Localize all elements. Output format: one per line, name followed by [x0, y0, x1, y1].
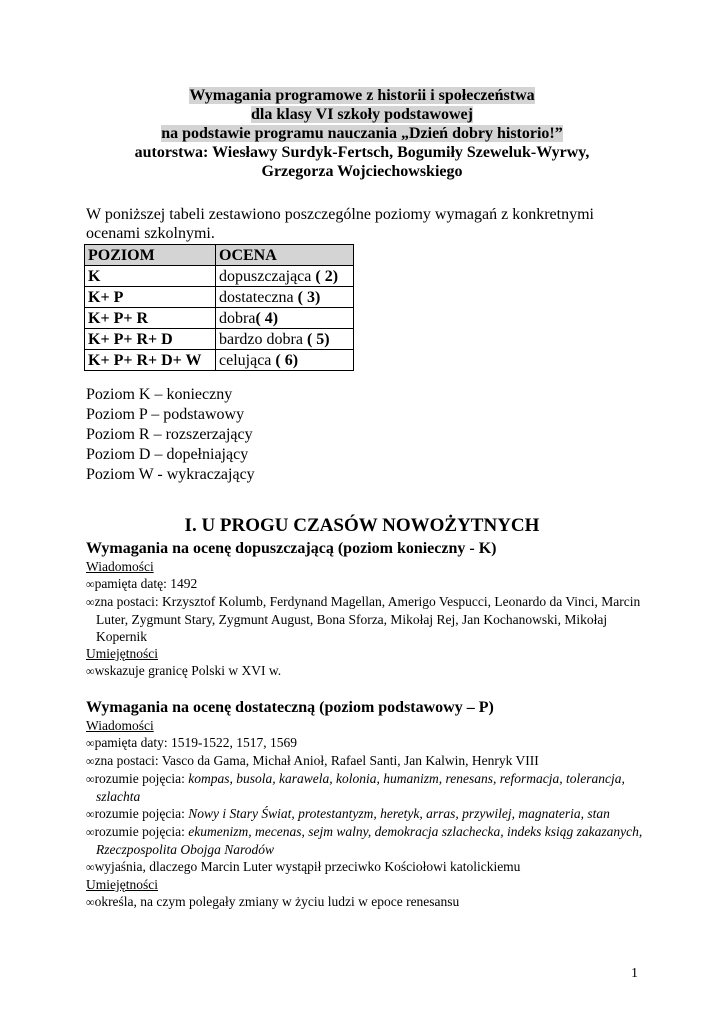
table-header-row — [85, 245, 354, 266]
item-text: wskazuje granicę Polski w XVI w. — [94, 663, 282, 678]
level-w: Poziom W - wykraczający — [86, 466, 255, 483]
section-title: I. U PROGU CZASÓW NOWOŻYTNYCH — [184, 515, 540, 536]
document-header — [0, 86, 724, 181]
requirements-p-title: Wymagania na ocenę dostateczną (poziom podstawowy – P) — [86, 699, 494, 716]
table-cell-level: K+ P+ R+ D+ W — [85, 350, 216, 371]
list-item — [86, 770, 646, 805]
grade-name: celująca — [219, 351, 272, 369]
header-line-1: Wymagania programowe z historii i społeczeństwa — [189, 87, 535, 104]
table-row — [85, 287, 354, 308]
item-text: zna postaci: Vasco da Gama, Michał Anioł, Rafael Santi, Jan Kalwin, Henryk VIII — [94, 753, 539, 768]
requirements-k-title: Wymagania na ocenę dopuszczającą (poziom konieczny - K) — [86, 540, 497, 557]
infinity-bullet-icon: ∞ — [86, 736, 95, 750]
table-row — [85, 350, 354, 371]
intro-text: W poniższej tabeli zestawiono poszczególne poziomy wymagań z konkretnymi ocenami szkolnymi. — [86, 206, 594, 242]
infinity-bullet-icon: ∞ — [86, 895, 95, 909]
infinity-bullet-icon: ∞ — [86, 772, 95, 786]
item-text: określa, na czym polegały zmiany w życiu ludzi w epoce renesansu — [94, 894, 460, 909]
grade-name: dobra — [219, 309, 256, 327]
table-row — [85, 308, 354, 329]
header-line-2: dla klasy VI szkoły podstawowej — [251, 106, 473, 123]
level-p: Poziom P – podstawowy — [86, 406, 245, 423]
list-item — [86, 575, 646, 593]
item-text: rozumie pojęcia: — [94, 806, 189, 821]
table-cell-level: K+ P+ R — [85, 308, 216, 329]
list-item — [86, 662, 646, 680]
level-k: Poziom K – konieczny — [86, 386, 233, 403]
grade-number: ( 3) — [297, 288, 321, 306]
requirements-p — [86, 698, 646, 911]
list-item — [86, 593, 646, 645]
item-terms: ekumenizm, mecenas, sejm walny, demokracja szlachecka, indeks ksiąg zakazanych, Rzeczpospolita Obojga Narodów — [96, 824, 643, 857]
item-text: zna postaci: Krzysztof Kolumb, Ferdynand Magellan, Amerigo Vespucci, Leonardo da Vinci, Marcin Luter, Zygmunt Stary, Zygmunt August, Bona Sforza, Mikołaj Rej, Jan Kochanowski, Mikołaj Kopernik — [94, 594, 641, 644]
item-text: rozumie pojęcia: — [94, 771, 189, 786]
levels-legend — [86, 385, 255, 485]
requirements-k — [86, 539, 646, 680]
table-cell-level: K — [85, 266, 216, 287]
level-d: Poziom D – dopełniający — [86, 446, 249, 463]
infinity-bullet-icon: ∞ — [86, 577, 95, 591]
table-cell-grade — [216, 287, 354, 308]
header-line-5: Grzegorza Wojciechowskiego — [261, 163, 463, 180]
grade-name: bardzo dobra — [219, 330, 303, 348]
skills-heading: Umiejętności — [86, 877, 158, 892]
level-r: Poziom R – rozszerzający — [86, 426, 253, 443]
list-item — [86, 805, 646, 823]
grade-name: dopuszczająca — [219, 267, 312, 285]
item-terms: Nowy i Stary Świat, protestantyzm, heretyk, arras, przywilej, magnateria, stan — [188, 806, 610, 821]
infinity-bullet-icon: ∞ — [86, 860, 95, 874]
table-header-level: POZIOM — [85, 245, 216, 266]
levels-grades-table — [84, 244, 354, 371]
item-terms: kompas, busola, karawela, kolonia, humanizm, renesans, reformacja, tolerancja, szlachta — [96, 771, 625, 804]
infinity-bullet-icon: ∞ — [86, 664, 95, 678]
infinity-bullet-icon: ∞ — [86, 807, 95, 821]
grade-number: ( 5) — [306, 330, 330, 348]
list-item — [86, 752, 646, 770]
table-cell-level: K+ P+ R+ D — [85, 329, 216, 350]
list-item — [86, 858, 646, 876]
knowledge-heading: Wiadomości — [86, 718, 154, 733]
list-item — [86, 734, 646, 752]
grade-number: ( 6) — [275, 351, 299, 369]
list-item — [86, 823, 646, 858]
item-text: wyjaśnia, dlaczego Marcin Luter wystąpił przeciwko Kościołowi katolickiemu — [94, 859, 521, 874]
grade-number: ( 2) — [315, 267, 339, 285]
header-line-4: autorstwa: Wiesławy Surdyk-Fertsch, Bogumiły Szeweluk-Wyrwy, — [134, 144, 590, 161]
table-row — [85, 266, 354, 287]
infinity-bullet-icon: ∞ — [86, 595, 95, 609]
item-text: pamięta daty: 1519-1522, 1517, 1569 — [94, 735, 298, 750]
table-cell-grade — [216, 266, 354, 287]
table-row — [85, 329, 354, 350]
infinity-bullet-icon: ∞ — [86, 825, 95, 839]
infinity-bullet-icon: ∞ — [86, 754, 95, 768]
table-cell-grade — [216, 350, 354, 371]
item-text: rozumie pojęcia: — [94, 824, 189, 839]
item-text: pamięta datę: 1492 — [94, 576, 198, 591]
table-header-grade: OCENA — [216, 245, 354, 266]
table-cell-level: K+ P — [85, 287, 216, 308]
table-cell-grade — [216, 308, 354, 329]
grade-number: ( 4) — [255, 309, 279, 327]
list-item — [86, 893, 646, 911]
table-cell-grade — [216, 329, 354, 350]
header-line-3: na podstawie programu nauczania „Dzień dobry historio!” — [161, 125, 563, 142]
grade-name: dostateczna — [219, 288, 294, 306]
page-number: 1 — [631, 966, 638, 981]
skills-heading: Umiejętności — [86, 646, 158, 661]
knowledge-heading: Wiadomości — [86, 559, 154, 574]
